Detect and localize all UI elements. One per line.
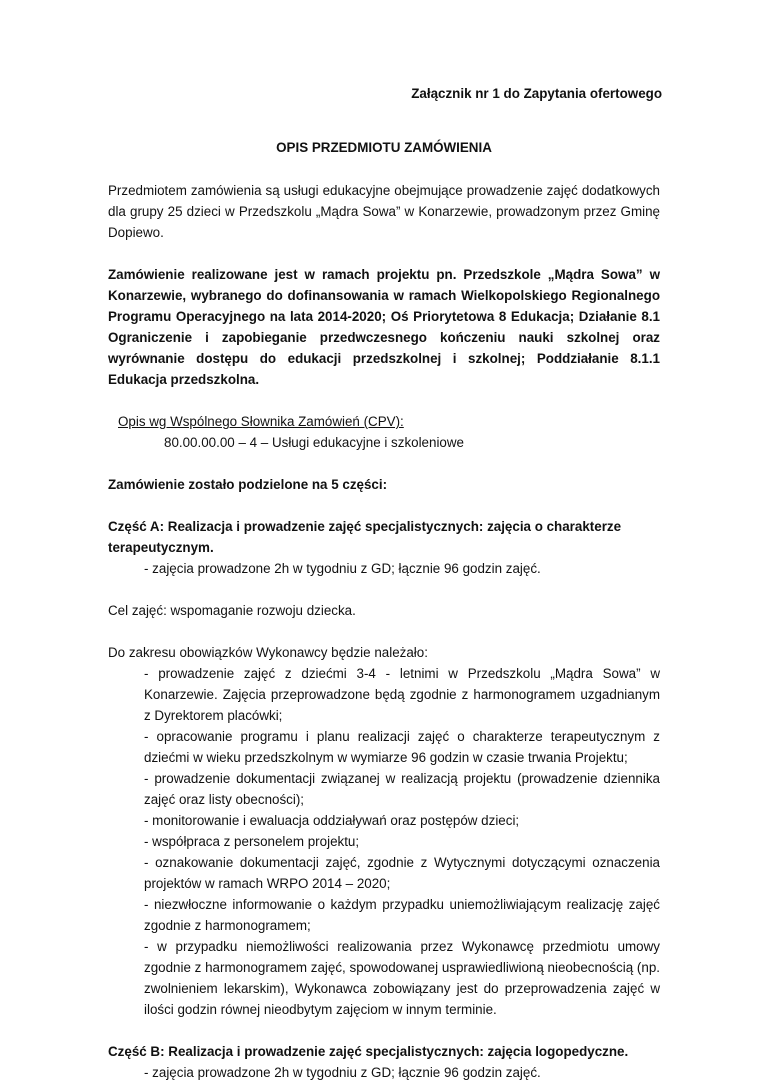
list-item: - niezwłoczne informowanie o każdym przypadku uniemożliwiającym realizację zajęć zgodnie z harmonogramem; bbox=[144, 897, 660, 933]
cpv-block bbox=[118, 411, 660, 453]
attachment-label: Załącznik nr 1 do Zapytania ofertowego bbox=[411, 86, 662, 101]
part-a-heading: Część A: Realizacja i prowadzenie zajęć specjalistycznych: zajęcia o charakterze terapeutycznym. bbox=[108, 519, 622, 555]
part-b-hours: - zajęcia prowadzone 2h w tygodniu z GD; łącznie 96 godzin zajęć. bbox=[144, 1065, 541, 1080]
list-item: - oznakowanie dokumentacji zajęć, zgodnie z Wytycznymi dotyczącymi oznaczenia projektów w ramach WRPO 2014 – 2020; bbox=[144, 855, 660, 891]
list-item: - monitorowanie i ewaluacja oddziaływań oraz postępów dzieci; bbox=[144, 813, 520, 828]
list-item: - w przypadku niemożliwości realizowania przez Wykonawcę przedmiotu umowy zgodnie z harmonogramem zajęć, spowodowanej usprawiedliwioną nieobecnością (np. zwolnieniem lekarskim), Wykonawca zobowiązany jest do przeprowadzenia zajęć w ilości godzin równej nieodbytym zajęciom w innym terminie. bbox=[144, 939, 660, 1017]
part-a-duties-list bbox=[144, 663, 660, 1020]
cpv-code: 80.00.00.00 – 4 – Usługi edukacyjne i szkoleniowe bbox=[164, 435, 464, 450]
list-item: - prowadzenie dokumentacji związanej w realizacją projektu (prowadzenie dziennika zajęć oraz listy obecności); bbox=[144, 771, 660, 807]
part-a-duties-intro: Do zakresu obowiązków Wykonawcy będzie należało: bbox=[108, 645, 428, 660]
page-title: OPIS PRZEDMIOTU ZAMÓWIENIA bbox=[276, 140, 492, 155]
intro-paragraph: Przedmiotem zamówienia są usługi edukacyjne obejmujące prowadzenie zajęć dodatkowych dla grupy 25 dzieci w Przedszkolu „Mądra Sowa” w Konarzewie, prowadzonym przez Gminę Dopiewo. bbox=[108, 183, 660, 240]
list-item: - opracowanie programu i planu realizacji zajęć o charakterze terapeutycznym z dziećmi w wieku przedszkolnym w wymiarze 96 godzin w czasie trwania Projektu; bbox=[144, 729, 660, 765]
part-a-hours: - zajęcia prowadzone 2h w tygodniu z GD; łącznie 96 godzin zajęć. bbox=[144, 561, 541, 576]
cpv-title: Opis wg Wspólnego Słownika Zamówień (CPV): bbox=[118, 414, 404, 429]
part-a-goal: Cel zajęć: wspomaganie rozwoju dziecka. bbox=[108, 603, 356, 618]
parts-heading: Zamówienie zostało podzielone na 5 części: bbox=[108, 477, 388, 492]
list-item: - prowadzenie zajęć z dziećmi 3-4 - letnimi w Przedszkolu „Mądra Sowa” w Konarzewie. Zajęcia przeprowadzone będą zgodnie z harmonogramem uzgadnianym z Dyrektorem placówki; bbox=[144, 666, 660, 723]
part-b-heading: Część B: Realizacja i prowadzenie zajęć specjalistycznych: zajęcia logopedyczne. bbox=[108, 1044, 629, 1059]
list-item: - współpraca z personelem projektu; bbox=[144, 834, 360, 849]
document-body bbox=[108, 180, 660, 1083]
project-paragraph: Zamówienie realizowane jest w ramach projektu pn. Przedszkole „Mądra Sowa” w Konarzewie, wybranego do dofinansowania w ramach Wielkopolskiego Regionalnego Programu Operacyjnego na lata 2014-2020; Oś Priorytetowa 8 Edukacja; Działanie 8.1 Ograniczenie i zapobieganie przedwczesnego kończeniu nauki szkolnej oraz wyrównanie dostępu do edukacji przedszkolnej i szkolnej; Poddziałanie 8.1.1 Edukacja przedszkolna. bbox=[108, 267, 660, 387]
